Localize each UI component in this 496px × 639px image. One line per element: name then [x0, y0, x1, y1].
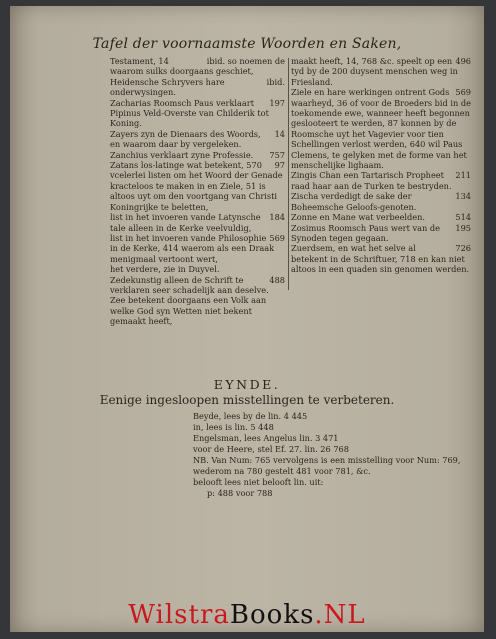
- index-entry: 211 Zingis Chan een Tartarisch Propheet raad haar aan de Turken te bestryden.: [291, 170, 471, 191]
- index-entry: 757 Zanchius verklaart zyne Professie.: [110, 149, 285, 160]
- index-entry: het verdere, zie in Duyvel.: [110, 264, 220, 275]
- index-entry: 496 maakt heeft, 14, 768 &c. speelt op een tyd by de 200 duysent menschen weg in Friesland.: [291, 56, 471, 87]
- index-entry: 514 Zonne en Mane wat verbeelden.: [291, 212, 471, 223]
- index-entry: 195 Zosimus Roomsch Paus wert van de Synoden tegen gegaan.: [291, 222, 471, 243]
- index-entry: 488 Zedekunstig alleen de Schrift te verklaren seer schadelijk aan deselve.: [110, 274, 285, 295]
- watermark-part: .NL: [314, 600, 366, 630]
- index-entry: 197 Zacharias Roomsch Paus verklaart Pipinus Veld-Overste van Childerik tot Koning.: [110, 97, 285, 129]
- index-entry: 569 Ziele en hare werkingen ontrent Gods waarheyd, 36 of voor de Broeders bid in de toekomende ewe, wanneer heeft begonnen geslooteert te werden, 87 konnen by de Roomsche uyt het Vagevier voor tien Schellingen verlost werden, 640 wil Paus Clemens, te gelyken met de forme van het menschelijke lighaam.: [291, 87, 471, 171]
- index-entry: 184 list in het invoeren vande Latynsche tale alleen in de Kerke veelvuldig,: [110, 212, 285, 233]
- column-divider: [288, 58, 289, 290]
- errata-line: Beyde, lees by de lin. 4 445: [193, 411, 308, 421]
- errata-line: NB. Van Num: 765 vervolgens is een misstelling voor Num: 769, wederom na 780 gestelt 481 voor 781, &c.: [193, 455, 461, 476]
- index-entry: Zee betekent doorgaans een Volk aan welke God syn Wetten niet bekent gemaakt heeft,: [110, 295, 267, 327]
- errata-list: [193, 411, 463, 499]
- errata-line: in, lees is lin. 5 448: [193, 422, 274, 432]
- index-entry: 134 Zischa verdedigt de sake der Boheemsche Geloofs-genoten.: [291, 191, 471, 212]
- watermark-part: Wilstra: [128, 600, 230, 630]
- index-column-left: [110, 56, 285, 327]
- index-column-right: [291, 56, 471, 275]
- errata-line: Engelsman, lees Angelus lin. 3 471: [193, 433, 339, 443]
- errata-title: Eenige ingesloopen misstellingen te verbeteren.: [99, 393, 395, 407]
- errata-line: belooft lees niet belooft lin. uit:: [193, 477, 324, 487]
- errata-line: voor de Heere, stel Ef. 27. lin. 26 768: [193, 444, 349, 454]
- index-entry: ibid. Heidensche Schryvers hare onderwysingen.: [110, 76, 285, 98]
- watermark-part: Books: [229, 600, 315, 630]
- index-entry: 726 Zuerdsem, en wat het selve al betekent in de Schriftuer, 718 en kan niet altoos in een quaden sin genomen werden.: [291, 243, 471, 275]
- book-page: [10, 6, 484, 632]
- watermark-logo: [10, 600, 484, 630]
- index-entry: 97 Zatans los-latinge wat betekent, 570 vcelerlei listen om het Woord der Genade kracteloos te maken in en Ziele, 51 is altoos uyt om den voortgang van Christi Koningrijke te beletten,: [110, 160, 285, 212]
- errata-line: p: 488 voor 788: [207, 488, 273, 498]
- index-entry: 569 list in het invoeren vande Philosophie in de Kerke, 414 waerom als een Draak menigmaal vertoont wert,: [110, 232, 285, 264]
- index-entry: 14 Zayers zyn de Dienaars des Woords, en waarom daar by vergeleken.: [110, 128, 285, 150]
- page-heading: Tafel der voornaamste Woorden en Saken,: [92, 36, 402, 52]
- end-marker: EYNDE.: [213, 377, 281, 392]
- index-entry: ibid. so noemen de Testament, 14 waarom sulks doorgaans geschiet,: [110, 56, 285, 77]
